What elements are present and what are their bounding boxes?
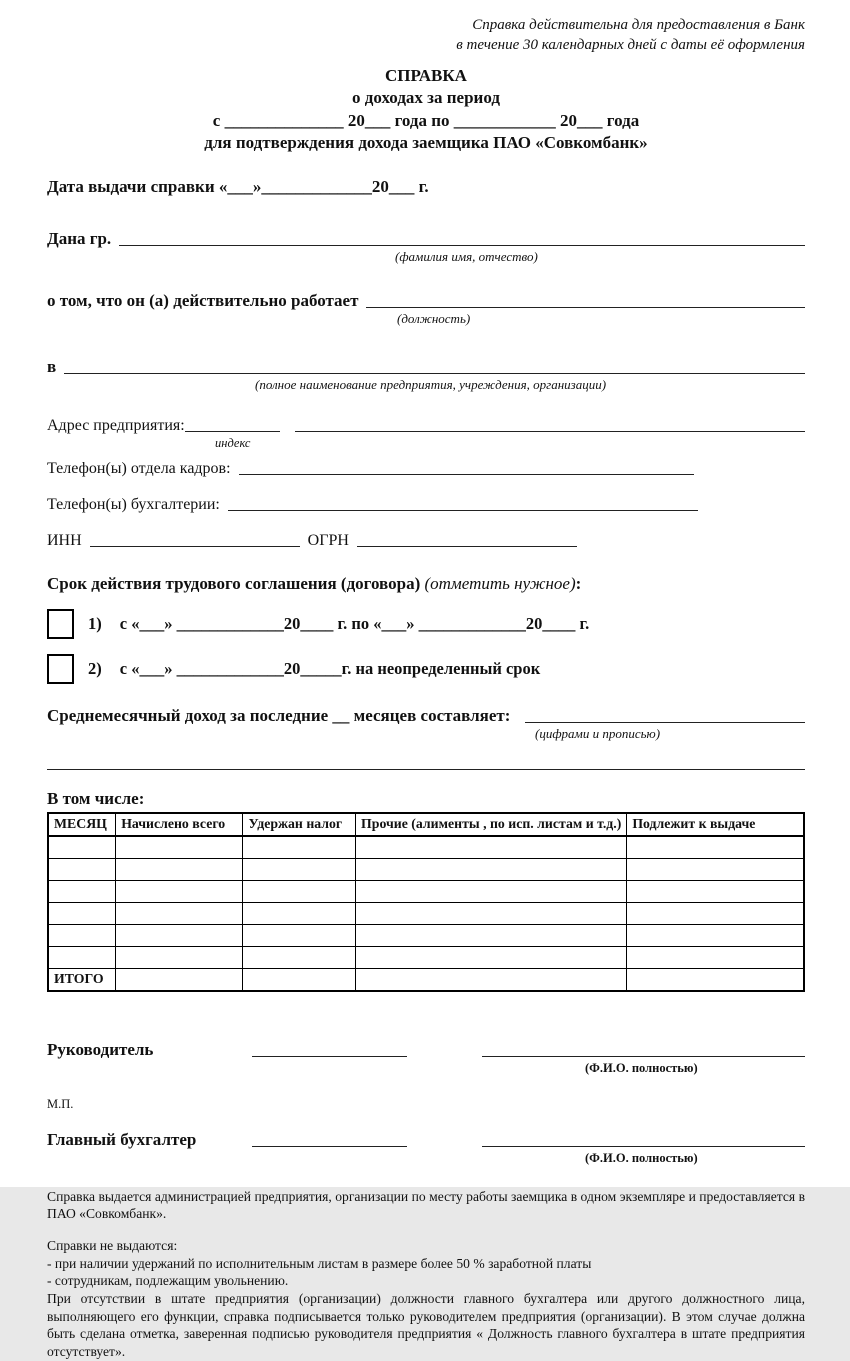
cell (356, 836, 627, 859)
hr-phone-row (47, 460, 805, 478)
table-row (48, 858, 804, 880)
footer-paragraph-3: - при наличии удержаний по исполнительным листам в размере более 50 % заработной платы (47, 1255, 592, 1271)
footer-notes (47, 1188, 805, 1361)
head-signature-row (47, 1040, 805, 1060)
address-label: Адрес предприятия: (47, 416, 185, 434)
total-label: ИТОГО (48, 968, 116, 991)
cell (627, 858, 804, 880)
given-to-row (47, 229, 805, 249)
title-line2: о доходах за период (352, 88, 500, 108)
table-row (48, 924, 804, 946)
hr-phone-label: Телефон(ы) отдела кадров: (47, 459, 231, 477)
col-tax: Удержан налог (243, 813, 356, 836)
acct-phone-row (47, 496, 805, 514)
title-line1: СПРАВКА (385, 66, 467, 85)
accountant-signature-row (47, 1130, 805, 1150)
cell (356, 902, 627, 924)
cell (116, 924, 243, 946)
col-other: Прочие (алименты , по исп. листам и т.д.) (356, 813, 627, 836)
validity-note (47, 16, 805, 55)
validity-note-line2: в течение 30 календарных дней с даты её оформления (456, 36, 805, 53)
cell (627, 836, 804, 859)
col-accrued: Начислено всего (116, 813, 243, 836)
income-table-header-row (48, 813, 804, 836)
position-hint: (должность) (397, 310, 471, 326)
term-option-1-checkbox[interactable] (47, 609, 74, 639)
term-option-2-row (47, 654, 805, 684)
footer-paragraph-4: - сотрудникам, подлежащим увольнению. (47, 1273, 289, 1289)
accountant-label: Главный бухгалтер (47, 1130, 197, 1150)
income-table (47, 812, 805, 992)
head-signature-blank (252, 1055, 407, 1057)
accountant-fio-hint: (Ф.И.О. полностью) (585, 1151, 698, 1166)
cell (48, 858, 116, 880)
head-fio-blank (482, 1055, 805, 1057)
ogrn-blank (357, 545, 577, 547)
validity-note-line1: Справка действительна для предоставления в Банк (472, 17, 805, 33)
ogrn-label: ОГРН (307, 531, 349, 549)
cell (116, 880, 243, 902)
term-option-1-row (47, 609, 805, 639)
given-to-blank (119, 244, 805, 246)
table-row (48, 946, 804, 968)
inn-label: ИНН (47, 531, 82, 549)
cell (48, 836, 116, 859)
term-option-1-number: 1) (88, 613, 102, 633)
cell (627, 924, 804, 946)
footer-paragraph-1: Справка выдается администрацией предприятия, организации по месту работы заемщика в одном экземпляре и предоставляется в ПАО «Совкомбанк». (47, 1188, 805, 1222)
address-row (47, 417, 805, 435)
address-blank (295, 430, 805, 432)
cell (356, 968, 627, 991)
cell (243, 836, 356, 859)
inn-ogrn-row (47, 532, 805, 550)
term-heading-bold: Срок действия трудового соглашения (договора) (47, 573, 421, 593)
table-caption: В том числе: (47, 788, 145, 808)
cell (116, 836, 243, 859)
cell (356, 880, 627, 902)
income-hint: (цифрами и прописью) (535, 725, 661, 741)
document-title (47, 65, 805, 155)
term-option-2-checkbox[interactable] (47, 654, 74, 684)
position-row (47, 291, 805, 311)
given-to-hint: (фамилия имя, отчество) (395, 248, 538, 264)
hr-phone-blank (239, 473, 694, 475)
term-option-1-text: с «___» _____________20____ г. по «___» _____________20____ г. (119, 613, 590, 633)
term-option-2-text: с «___» _____________20_____г. на неопределенный срок (119, 658, 541, 678)
cell (627, 946, 804, 968)
inn-blank (90, 545, 300, 547)
cell (116, 968, 243, 991)
income-label: Среднемесячный доход за последние __ месяцев составляет: (47, 705, 511, 725)
table-row (48, 902, 804, 924)
term-heading-colon: : (575, 573, 582, 593)
company-hint: (полное наименование предприятия, учреждения, организации) (255, 376, 607, 392)
table-row (48, 880, 804, 902)
stamp-label: М.П. (47, 1097, 74, 1112)
acct-phone-label: Телефон(ы) бухгалтерии: (47, 495, 220, 513)
head-label: Руководитель (47, 1039, 154, 1059)
term-option-2-number: 2) (88, 658, 102, 678)
company-row (47, 357, 805, 377)
cell (243, 902, 356, 924)
acct-phone-blank (228, 509, 698, 511)
cell (356, 946, 627, 968)
cell (356, 858, 627, 880)
issue-date-line: Дата выдачи справки «___»_____________20___ г. (47, 176, 429, 196)
cell (48, 880, 116, 902)
income-continuation-row (47, 768, 805, 773)
income-continuation-blank (47, 768, 805, 770)
cell (48, 902, 116, 924)
col-payable: Подлежит к выдаче (627, 813, 804, 836)
cell (116, 902, 243, 924)
term-heading (47, 574, 805, 594)
address-index-hint: индекс (215, 435, 251, 450)
accountant-signature-blank (252, 1145, 407, 1147)
footer-paragraph-2: Справки не выдаются: (47, 1237, 178, 1253)
cell (243, 968, 356, 991)
address-index-blank (185, 430, 280, 432)
cell (48, 946, 116, 968)
company-label: в (47, 356, 57, 376)
title-period-line: с ______________ 20___ года по ____________ 20___ года (212, 110, 640, 130)
cell (243, 946, 356, 968)
cell (116, 858, 243, 880)
term-heading-italic: (отметить нужное) (424, 573, 576, 593)
accountant-fio-blank (482, 1145, 805, 1147)
given-to-label: Дана гр. (47, 228, 112, 248)
cell (116, 946, 243, 968)
head-fio-hint: (Ф.И.О. полностью) (585, 1060, 698, 1075)
company-blank (64, 372, 805, 374)
cell (627, 968, 804, 991)
cell (627, 902, 804, 924)
cell (243, 858, 356, 880)
position-label: о том, что он (а) действительно работает (47, 290, 359, 310)
col-month: МЕСЯЦ (48, 813, 116, 836)
income-blank (525, 721, 805, 723)
cell (48, 924, 116, 946)
income-row (47, 706, 805, 726)
cell (356, 924, 627, 946)
cell (243, 880, 356, 902)
title-purpose-line: для подтверждения дохода заемщика ПАО «Совкомбанк» (204, 133, 648, 153)
cell (627, 880, 804, 902)
table-total-row (48, 968, 804, 991)
footer-paragraph-5: При отсутствии в штате предприятия (организации) должности главного бухгалтера или другого должностного лица, выполняющего его функции, справка подписывается только руководителем предприятия (организации). В этом случае должна быть сделана отметка, заверенная подписью руководителя предприятия « Должность главного бухгалтера в штате предприятия отсутствует». (47, 1290, 805, 1359)
cell (243, 924, 356, 946)
table-row (48, 836, 804, 859)
position-blank (366, 306, 805, 308)
